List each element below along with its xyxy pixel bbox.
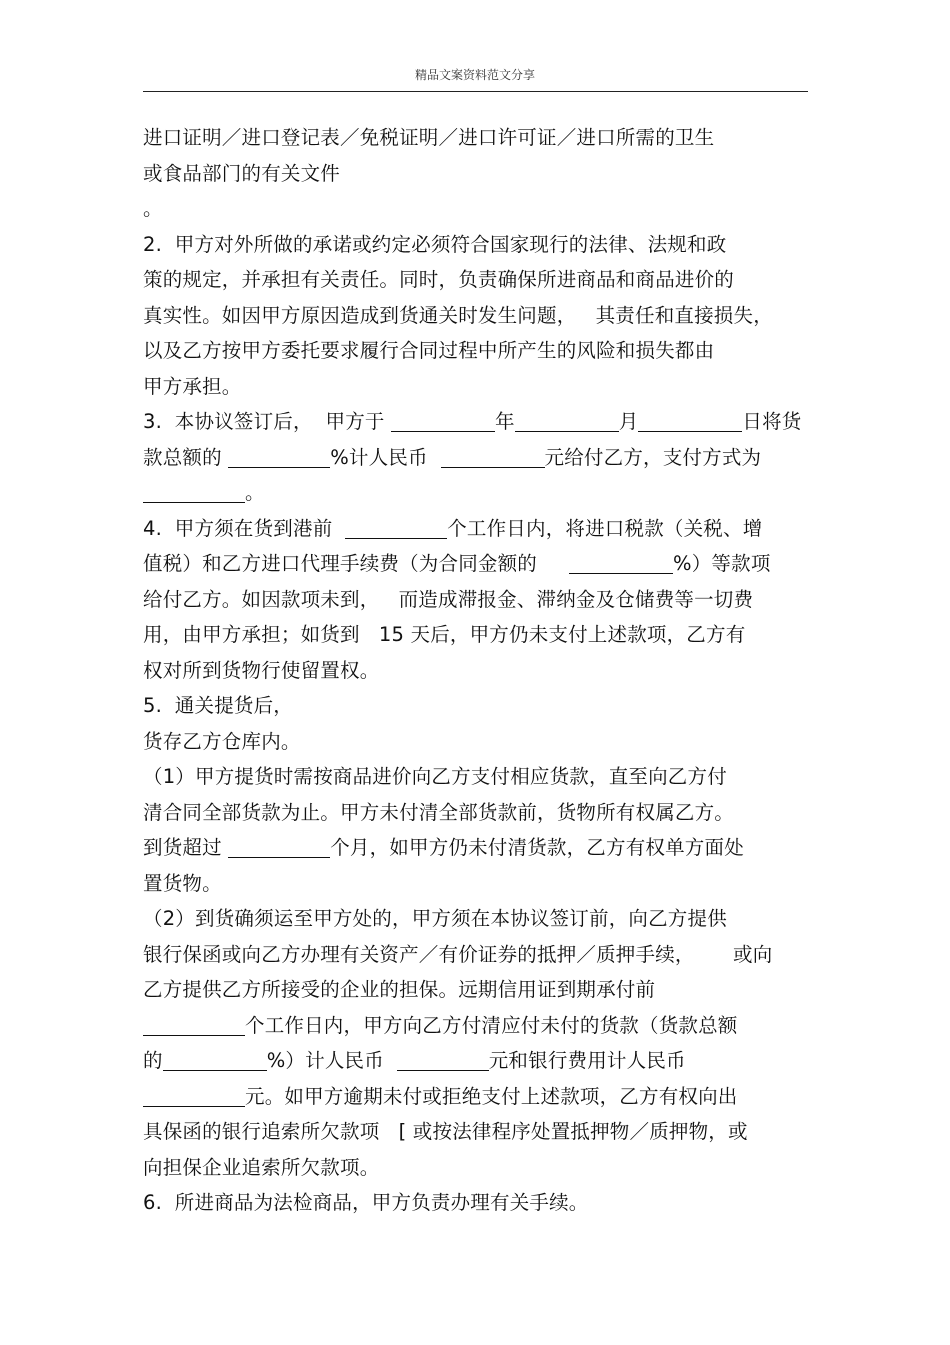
paragraph-line [143, 191, 808, 227]
text: 甲方承担。 [143, 374, 242, 398]
blank-field-total-percent[interactable] [163, 1048, 267, 1071]
blank-field-rmb-amount[interactable] [397, 1048, 489, 1071]
text: 3. 本协议签订后， 甲方于 [143, 410, 391, 433]
text: 用，由甲方承担；如货到 15 天后，甲方仍未支付上述款项，乙方有 [143, 623, 746, 646]
paragraph-line [143, 795, 808, 831]
text: 或食品部门的有关文件 [143, 161, 341, 185]
page-header: 精品文案资料范文分享 [414, 68, 535, 82]
text: 的 [143, 1049, 163, 1072]
text: （1）甲方提货时需按商品进价向乙方支付相应货款，直至向乙方付 [143, 765, 727, 788]
text: %）计人民币 [266, 1049, 397, 1072]
blank-field-month[interactable] [515, 409, 619, 432]
paragraph-line [143, 440, 808, 476]
text: 银行保函或向乙方办理有关资产／有价证券的抵押／质押手续， 或向 [143, 942, 773, 966]
text: 日将货 [742, 410, 802, 433]
paragraph-line [143, 866, 808, 902]
text: 清合同全部货款为止。甲方未付清全部货款前，货物所有权属乙方。 [143, 800, 735, 824]
text: 元。如甲方逾期未付或拒绝支付上述款项，乙方有权向出 [245, 1084, 738, 1108]
text: 进口证明／进口登记表／免税证明／进口许可证／进口所需的卫生 [143, 126, 715, 149]
text: 权对所到货物行使留置权。 [143, 658, 380, 682]
paragraph-line [143, 582, 808, 618]
blank-field-payment-method[interactable] [143, 480, 245, 503]
text: 年 [495, 410, 515, 433]
text: 货存乙方仓库内。 [143, 729, 301, 753]
text: 款总额的 [143, 445, 229, 469]
blank-field-day[interactable] [638, 409, 742, 432]
blank-field-workdays[interactable] [345, 516, 447, 539]
paragraph-line [143, 937, 808, 973]
text: 。 [245, 481, 265, 504]
blank-field-percent[interactable] [228, 445, 330, 468]
text: 乙方提供乙方所接受的企业的担保。远期信用证到期承付前 [143, 978, 656, 1001]
paragraph-line [143, 546, 808, 582]
paragraph-line [143, 404, 808, 440]
text: 策的规定，并承担有关责任。同时，负责确保所进商品和商品进价的 [143, 268, 735, 291]
text: 月 [618, 410, 639, 433]
paragraph-line [143, 1185, 808, 1221]
paragraph-line [143, 653, 808, 689]
paragraph-line [143, 1114, 808, 1150]
text: 值税）和乙方进口代理手续费（为合同金额的 [143, 552, 569, 575]
paragraph-line [143, 227, 808, 263]
blank-field-year[interactable] [391, 409, 495, 432]
text: （2）到货确须运至甲方处的，甲方须在本协议签订前，向乙方提供 [143, 907, 727, 930]
paragraph-line [143, 1043, 808, 1079]
text: 个工作日内，将进口税款（关税、增 [447, 516, 763, 540]
text: 给付乙方。如因款项未到， 而造成滞报金、滞纳金及仓储费等一切费 [143, 587, 754, 611]
text: 元和银行费用计人民币 [488, 1049, 686, 1072]
paragraph-line [143, 333, 808, 369]
text: 具保函的银行追索所欠款项 [ 或按法律程序处置抵押物／质押物，或 [143, 1120, 748, 1143]
text: 5. 通关提货后， [143, 694, 294, 717]
paragraph-line [143, 972, 808, 1008]
paragraph-line [143, 298, 808, 334]
text: 个月，如甲方仍未付清货款，乙方有权单方面处 [330, 836, 744, 859]
paragraph-line [143, 759, 808, 795]
paragraph-line [143, 511, 808, 547]
paragraph-line [143, 1008, 808, 1044]
paragraph-line [143, 901, 808, 937]
paragraph-line [143, 369, 808, 405]
paragraph-line [143, 617, 808, 653]
text: 真实性。如因甲方原因造成到货通关时发生问题， 其责任和直接损失， [143, 303, 773, 327]
paragraph-line [143, 688, 808, 724]
text: 到货超过 [143, 836, 229, 859]
paragraph-line [143, 262, 808, 298]
paragraph-line [143, 120, 808, 156]
text: 。 [143, 197, 163, 220]
text: 2. 甲方对外所做的承诺或约定必须符合国家现行的法律、法规和政 [143, 232, 727, 256]
paragraph-line [143, 1150, 808, 1186]
text: 6. 所进商品为法检商品，甲方负责办理有关手续。 [143, 1191, 589, 1214]
text: 向担保企业追索所欠款项。 [143, 1155, 380, 1179]
text: %）等款项 [673, 552, 771, 575]
blank-field-months[interactable] [228, 835, 330, 858]
paragraph-line [143, 724, 808, 760]
blank-field-fee-percent[interactable] [569, 551, 673, 574]
blank-field-amount[interactable] [441, 445, 545, 468]
paragraph-line [143, 1079, 808, 1115]
document-body [143, 120, 808, 1221]
blank-field-bank-fee[interactable] [143, 1084, 245, 1107]
paragraph-line [143, 475, 808, 511]
header-divider [143, 91, 808, 92]
text: 元给付乙方，支付方式为 [544, 445, 762, 469]
text: 置货物。 [143, 871, 222, 895]
blank-field-workdays-2[interactable] [143, 1013, 245, 1036]
text: 以及乙方按甲方委托要求履行合同过程中所产生的风险和损失都由 [143, 339, 715, 362]
paragraph-line [143, 830, 808, 866]
paragraph-line [143, 156, 808, 192]
text: %计人民币 [330, 445, 441, 469]
text: 个工作日内，甲方向乙方付清应付未付的货款（货款总额 [245, 1013, 738, 1037]
text: 4. 甲方须在货到港前 [143, 516, 346, 540]
